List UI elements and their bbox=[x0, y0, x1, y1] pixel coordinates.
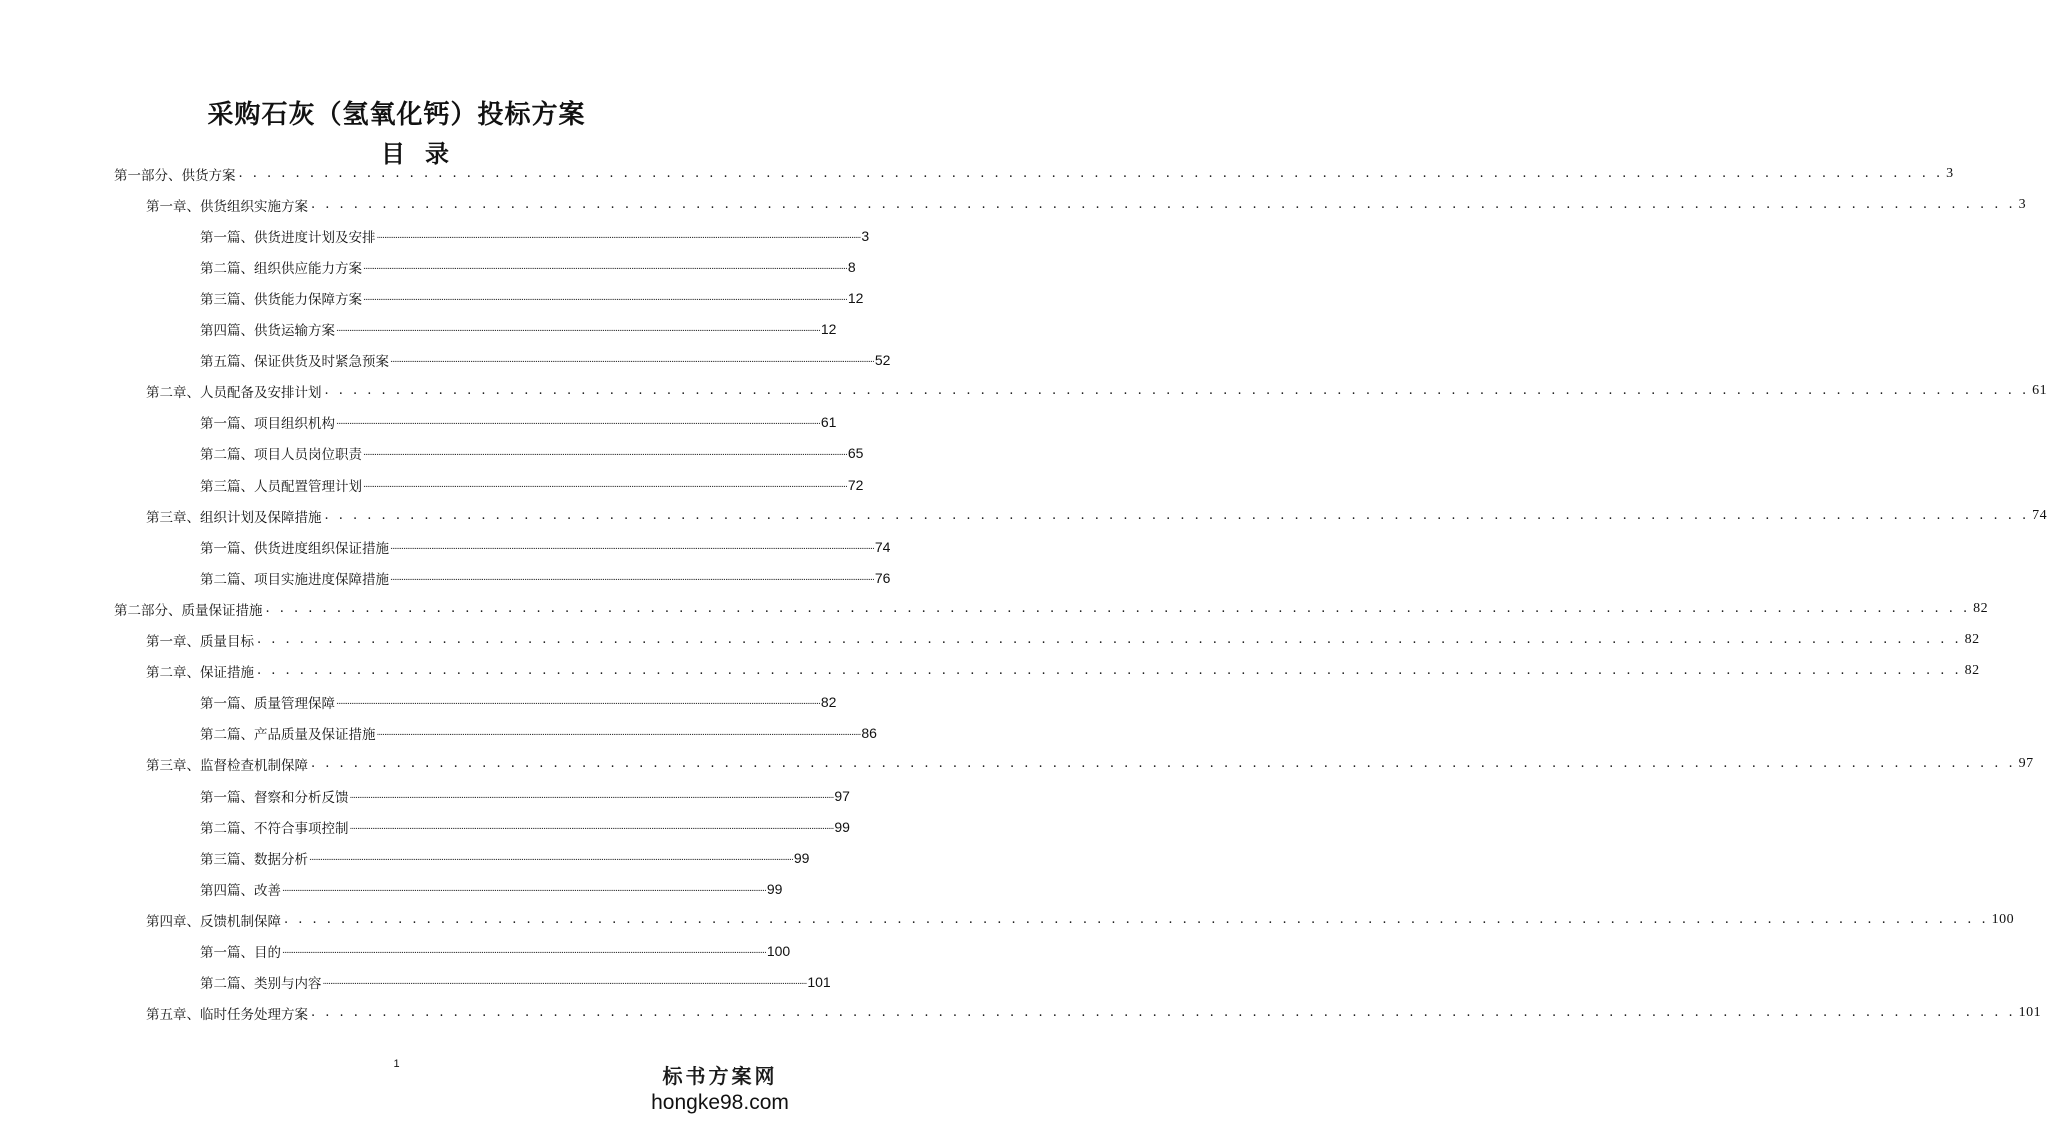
toc-entry-label: 第二部分、质量保证措施 bbox=[114, 602, 263, 619]
toc-entry[interactable] bbox=[200, 873, 783, 904]
toc-leader-dots: . . . . . . . . . . . . . . . . . . . . . . . . . . . . . . . . . . . . . . . . . . . . . . . . . . . . . . . . . . . . . . . . . . . . . . . . . . . . . . . . . . . . . . . . . . . . . . . . . . . . . . . . . . . . . . . . . . . . . . . . bbox=[257, 632, 1962, 647]
toc-entry[interactable] bbox=[146, 625, 1980, 656]
toc-entry-label: 第一篇、目的 bbox=[200, 945, 281, 961]
toc-entry-label: 第五章、临时任务处理方案 bbox=[146, 1007, 308, 1024]
toc-entry-label: 第一篇、供货进度计划及安排 bbox=[200, 229, 376, 246]
toc-entry-page: 82 bbox=[1964, 663, 1980, 679]
toc-entry-label: 第二篇、组织供应能力方案 bbox=[200, 260, 362, 277]
toc-leader-dots: .................................................................................................................................................................................................................................................................... bbox=[376, 230, 861, 241]
toc-entry-label: 第三篇、供货能力保障方案 bbox=[200, 291, 362, 308]
toc-leader-dots: . . . . . . . . . . . . . . . . . . . . . . . . . . . . . . . . . . . . . . . . . . . . . . . . . . . . . . . . . . . . . . . . . . . . . . . . . . . . . . . . . . . . . . . . . . . . . . . . . . . . . . . . . . . . . . . . . . . . . . . . bbox=[257, 663, 1962, 679]
document-title: 采购石灰（氢氧化钙）投标方案 bbox=[207, 100, 586, 130]
toc-entry[interactable] bbox=[200, 842, 810, 873]
toc-entry[interactable] bbox=[200, 811, 850, 842]
toc-leader-dots: . . . . . . . . . . . . . . . . . . . . . . . . . . . . . . . . . . . . . . . . . . . . . . . . . . . . . . . . . . . . . . . . . . . . . . . . . . . . . . . . . . . . . . . . . . . . . . . . . . . . . . . . . . . . . . . . . . . . . . . . bbox=[311, 196, 2016, 212]
toc-entry-page: 97 bbox=[834, 787, 850, 804]
toc-entry-page: 61 bbox=[2032, 383, 2047, 399]
toc-entry[interactable] bbox=[114, 593, 1989, 624]
toc-entry[interactable] bbox=[146, 500, 2047, 531]
toc-entry-label: 第一篇、供货进度组织保证措施 bbox=[200, 540, 389, 557]
toc-entry[interactable] bbox=[200, 469, 864, 500]
toc-entry-page: 3 bbox=[861, 227, 870, 244]
toc-entry-page: 99 bbox=[793, 849, 810, 866]
toc-entry-label: 第二篇、产品质量及保证措施 bbox=[200, 727, 376, 744]
toc-entry[interactable] bbox=[146, 376, 2047, 407]
toc-entry[interactable] bbox=[146, 749, 2034, 780]
toc-entry[interactable] bbox=[200, 780, 850, 811]
toc-entry-page: 74 bbox=[874, 538, 891, 555]
toc-leader-dots: .................................................................................................................................................................................................................................................................... bbox=[390, 355, 874, 366]
toc-entry-page: 101 bbox=[2018, 1005, 2042, 1021]
toc-entry-page: 86 bbox=[861, 725, 877, 742]
toc-entry[interactable] bbox=[146, 656, 1980, 687]
toc-entry-label: 第一章、质量目标 bbox=[146, 634, 254, 650]
toc-entry[interactable] bbox=[146, 998, 2042, 1029]
toc-entry[interactable] bbox=[200, 531, 891, 562]
toc-entry-label: 第二篇、不符合事项控制 bbox=[200, 820, 349, 837]
toc-leader-dots: .................................................................................................................................................................................................................................................................... bbox=[322, 977, 807, 988]
toc-leader-dots: .................................................................................................................................................................................................................................................................... bbox=[363, 448, 847, 459]
toc-leader-dots: .................................................................................................................................................................................................................................................................... bbox=[363, 261, 847, 272]
toc-entry-label: 第三篇、数据分析 bbox=[200, 851, 308, 868]
toc-entry-label: 第三章、监督检查机制保障 bbox=[146, 758, 308, 775]
toc-entry-page: 52 bbox=[874, 352, 891, 369]
toc-entry-label: 第二章、人员配备及安排计划 bbox=[146, 385, 322, 402]
toc-entry-page: 82 bbox=[1964, 632, 1980, 647]
toc-entry-label: 第三章、组织计划及保障措施 bbox=[146, 509, 322, 526]
toc-entry-page: 82 bbox=[820, 694, 837, 711]
toc-entry[interactable] bbox=[200, 407, 837, 438]
toc-entry-page: 61 bbox=[820, 414, 837, 431]
toc-entry-label: 第四篇、改善 bbox=[200, 882, 281, 899]
watermark-url: hongke98.com bbox=[651, 1091, 789, 1114]
toc-entry-page: 12 bbox=[820, 321, 837, 337]
toc-leader-dots: .................................................................................................................................................................................................................................................................... bbox=[309, 852, 793, 863]
toc-entry-page: 100 bbox=[1991, 911, 2015, 927]
toc-entry-label: 第二篇、项目实施进度保障措施 bbox=[200, 571, 389, 588]
toc-entry[interactable] bbox=[200, 251, 856, 282]
toc-leader-dots: . . . . . . . . . . . . . . . . . . . . . . . . . . . . . . . . . . . . . . . . . . . . . . . . . . . . . . . . . . . . . . . . . . . . . . . . . . . . . . . . . . . . . . . . . . . . . . . . . . . . . . . . . . . . . . . . . . . . . . . . bbox=[324, 383, 2030, 399]
toc-leader-dots: .................................................................................................................................................................................................................................................................... bbox=[336, 417, 820, 428]
toc-entry-page: 97 bbox=[2018, 756, 2034, 772]
toc-leader-dots: . . . . . . . . . . . . . . . . . . . . . . . . . . . . . . . . . . . . . . . . . . . . . . . . . . . . . . . . . . . . . . . . . . . . . . . . . . . . . . . . . . . . . . . . . . . . . . . . . . . . . . . . . . . . . . . . . . . . . . . . bbox=[311, 756, 2016, 772]
toc-entry-label: 第四章、反馈机制保障 bbox=[146, 913, 281, 930]
toc-entry-page: 101 bbox=[807, 974, 831, 991]
toc-leader-dots: .................................................................................................................................................................................................................................................................... bbox=[349, 821, 834, 832]
toc-leader-dots: .................................................................................................................................................................................................................................................................... bbox=[390, 541, 874, 552]
toc-entry[interactable] bbox=[200, 718, 877, 749]
toc-entry-page: 76 bbox=[874, 569, 891, 586]
toc-entry-label: 第一篇、质量管理保障 bbox=[200, 696, 335, 713]
toc-heading: 目录 bbox=[381, 140, 469, 168]
toc-leader-dots: . . . . . . . . . . . . . . . . . . . . . . . . . . . . . . . . . . . . . . . . . . . . . . . . . . . . . . . . . . . . . . . . . . . . . . . . . . . . . . . . . . . . . . . . . . . . . . . . . . . . . . . . . . . . . . . . . . . . . . . . bbox=[238, 165, 1944, 181]
toc-entry-label: 第二篇、项目人员岗位职责 bbox=[200, 447, 362, 464]
toc-entry-label: 第一篇、项目组织机构 bbox=[200, 416, 335, 433]
toc-entry[interactable] bbox=[200, 314, 837, 345]
toc-entry-label: 第四篇、供货运输方案 bbox=[200, 323, 335, 339]
toc-entry-label: 第一篇、督察和分析反馈 bbox=[200, 789, 349, 806]
toc-entry-page: 8 bbox=[847, 258, 856, 275]
toc-entry-page: 12 bbox=[847, 289, 864, 306]
toc-entry-page: 72 bbox=[847, 476, 864, 493]
toc-entry[interactable] bbox=[200, 936, 791, 967]
toc-entry-label: 第二章、保证措施 bbox=[146, 665, 254, 682]
toc-entry-label: 第三篇、人员配置管理计划 bbox=[200, 478, 362, 495]
toc-entry-page: 99 bbox=[766, 880, 783, 897]
toc-leader-dots: .................................................................................................................................................................................................................................................................... bbox=[363, 479, 847, 490]
toc-leader-dots: .................................................................................................................................................................................................................................................................... bbox=[282, 946, 766, 956]
toc-entry[interactable] bbox=[200, 687, 837, 718]
toc-entry[interactable] bbox=[200, 562, 891, 593]
page-number: 1 bbox=[393, 1058, 400, 1070]
toc-entry-page: 99 bbox=[834, 818, 850, 835]
toc-entry-page: 82 bbox=[1973, 600, 1989, 616]
toc-entry-page: 65 bbox=[847, 445, 864, 462]
watermark-text-cn: 标书方案网 bbox=[662, 1064, 778, 1088]
toc-entry[interactable] bbox=[200, 967, 831, 998]
toc-entry-label: 第一部分、供货方案 bbox=[114, 167, 236, 184]
watermark-logo bbox=[650, 1066, 790, 1113]
toc-leader-dots: .................................................................................................................................................................................................................................................................... bbox=[282, 883, 766, 894]
toc-entry[interactable] bbox=[114, 158, 1954, 189]
toc-entry-page: 3 bbox=[2018, 196, 2027, 212]
toc-leader-dots: .................................................................................................................................................................................................................................................................... bbox=[336, 324, 820, 334]
toc-leader-dots: .................................................................................................................................................................................................................................................................... bbox=[349, 790, 834, 801]
toc-entry-label: 第一章、供货组织实施方案 bbox=[146, 198, 308, 215]
toc-entry-page: 100 bbox=[766, 943, 791, 959]
toc-entry-page: 3 bbox=[1946, 165, 1954, 181]
toc-entry[interactable] bbox=[200, 345, 891, 376]
toc-leader-dots: .................................................................................................................................................................................................................................................................... bbox=[376, 728, 861, 739]
toc-entry-label: 第五篇、保证供货及时紧急预案 bbox=[200, 354, 389, 371]
toc-leader-dots: .................................................................................................................................................................................................................................................................... bbox=[390, 572, 874, 583]
toc-entry[interactable] bbox=[200, 282, 864, 313]
toc-entry[interactable] bbox=[200, 438, 864, 469]
toc-entry[interactable] bbox=[146, 904, 2015, 935]
toc-entry-page: 74 bbox=[2032, 507, 2047, 523]
toc-leader-dots: . . . . . . . . . . . . . . . . . . . . . . . . . . . . . . . . . . . . . . . . . . . . . . . . . . . . . . . . . . . . . . . . . . . . . . . . . . . . . . . . . . . . . . . . . . . . . . . . . . . . . . . . . . . . . . . . . . . . . . . . bbox=[284, 911, 1989, 927]
toc-entry[interactable] bbox=[200, 220, 870, 251]
toc-leader-dots: .................................................................................................................................................................................................................................................................... bbox=[336, 697, 820, 708]
toc-leader-dots: . . . . . . . . . . . . . . . . . . . . . . . . . . . . . . . . . . . . . . . . . . . . . . . . . . . . . . . . . . . . . . . . . . . . . . . . . . . . . . . . . . . . . . . . . . . . . . . . . . . . . . . . . . . . . . . . . . . . . . . . bbox=[265, 600, 1971, 616]
toc-leader-dots: . . . . . . . . . . . . . . . . . . . . . . . . . . . . . . . . . . . . . . . . . . . . . . . . . . . . . . . . . . . . . . . . . . . . . . . . . . . . . . . . . . . . . . . . . . . . . . . . . . . . . . . . . . . . . . . . . . . . . . . . bbox=[311, 1005, 2016, 1021]
toc-entry[interactable] bbox=[146, 189, 2027, 220]
toc-leader-dots: . . . . . . . . . . . . . . . . . . . . . . . . . . . . . . . . . . . . . . . . . . . . . . . . . . . . . . . . . . . . . . . . . . . . . . . . . . . . . . . . . . . . . . . . . . . . . . . . . . . . . . . . . . . . . . . . . . . . . . . . bbox=[324, 507, 2030, 523]
toc-entry-label: 第二篇、类别与内容 bbox=[200, 976, 322, 993]
toc-leader-dots: .................................................................................................................................................................................................................................................................... bbox=[363, 292, 847, 303]
